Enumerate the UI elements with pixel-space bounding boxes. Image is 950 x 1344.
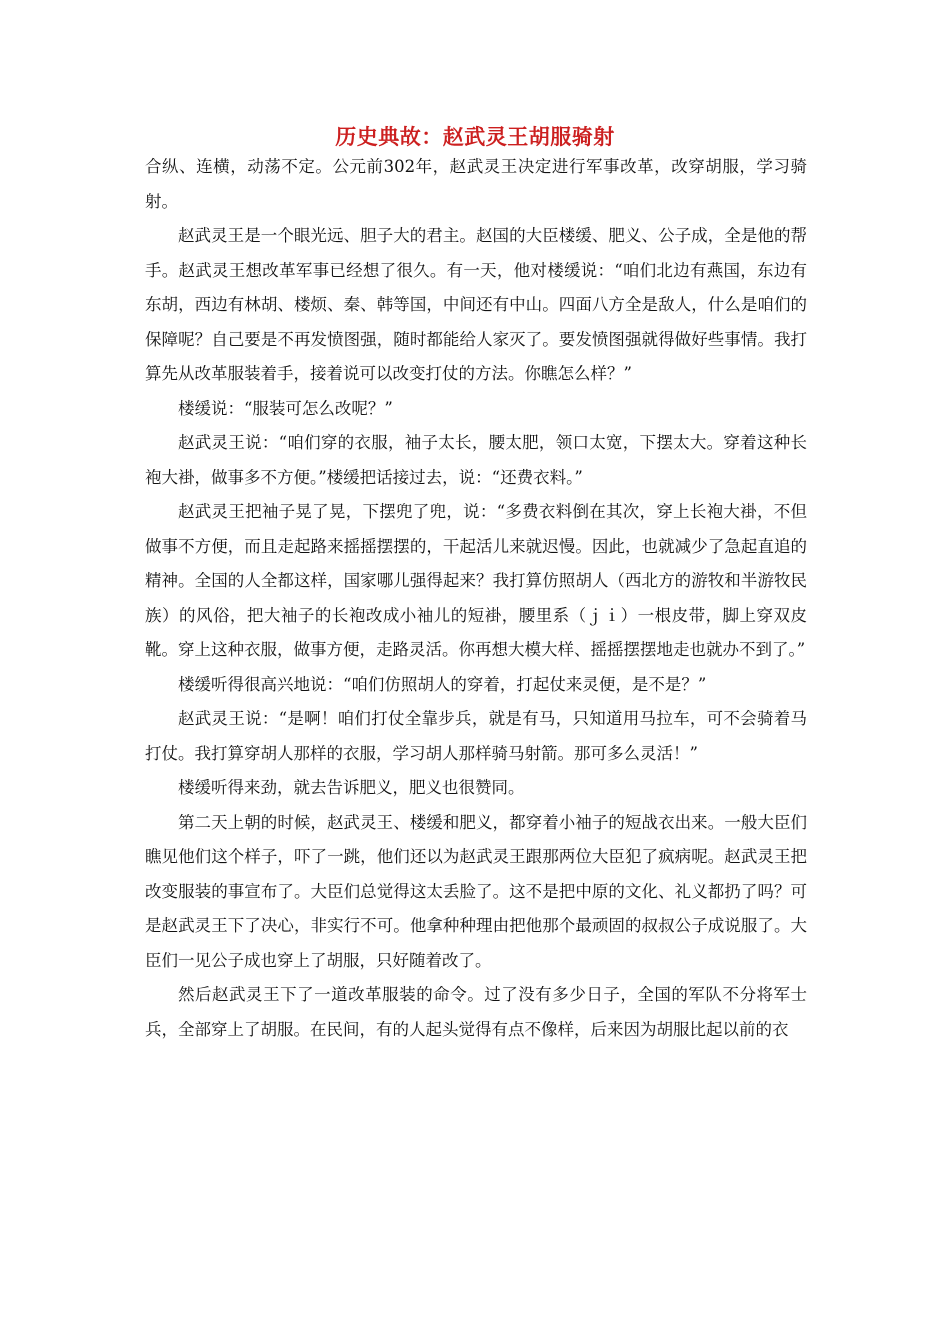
paragraph: 楼缓听得来劲，就去告诉肥义，肥义也很赞同。 xyxy=(178,778,525,797)
paragraph: 楼缓说：“服装可怎么改呢？” xyxy=(178,398,393,418)
paragraph: 楼缓听得很高兴地说：“咱们仿照胡人的穿着，打起仗来灵便，是不是？” xyxy=(178,674,707,694)
paragraph: 赵武灵王说：“是啊！咱们打仗全靠步兵，就是有马，只知道用马拉车，可不会骑着马打仗。我打算穿胡人那样的衣服，学习胡人那样骑马射箭。那可多么灵活！” xyxy=(145,709,807,763)
paragraph: 赵武灵王把袖子晃了晃，下摆兜了兜，说：“多费衣料倒在其次，穿上长袍大褂，不但做事不方便，而且走起路来摇摇摆摆的，干起活儿来就迟慢。因此，也就减少了急起直追的精神。全国的人全都这样，国家哪儿强得起来？我打算仿照胡人（西北方的游牧和半游牧民族）的风俗，把大袖子的长袍改成小袖儿的短褂，腰里系（ｊｉ）一根皮带，脚上穿双皮靴。穿上这种衣服，做事方便，走路灵活。你再想大模大样、摇摇摆摆地走也就办不到了。” xyxy=(145,502,807,659)
paragraph: 赵武灵王说：“咱们穿的衣服，袖子太长，腰太肥，领口太宽，下摆太大。穿着这种长袍大褂，做事多不方便。”楼缓把话接过去，说：“还费衣料。” xyxy=(145,433,807,487)
document-body xyxy=(145,150,807,1047)
paragraph: 第二天上朝的时候，赵武灵王、楼缓和肥义，都穿着小袖子的短战衣出来。一般大臣们瞧见他们这个样子，吓了一跳，他们还以为赵武灵王跟那两位大臣犯了疯病呢。赵武灵王把改变服装的事宣布了。大臣们总觉得这太丢脸了。这不是把中原的文化、礼义都扔了吗？可是赵武灵王下了决心，非实行不可。他拿种种理由把他那个最顽固的叔叔公子成说服了。大臣们一见公子成也穿上了胡服，只好随着改了。 xyxy=(145,812,807,970)
paragraph: 然后赵武灵王下了一道改革服装的命令。过了没有多少日子，全国的军队不分将军士兵，全部穿上了胡服。在民间，有的人起头觉得有点不像样，后来因为胡服比起以前的衣 xyxy=(145,985,807,1039)
document-title: 历史典故：赵武灵王胡服骑射 xyxy=(335,125,615,149)
paragraph: 赵武灵王是一个眼光远、胆子大的君主。赵国的大臣楼缓、肥义、公子成，全是他的帮手。赵武灵王想改革军事已经想了很久。有一天，他对楼缓说：“咱们北边有燕国，东边有东胡，西边有林胡、楼烦、秦、韩等国，中间还有中山。四面八方全是敌人，什么是咱们的保障呢？自己要是不再发愤图强，随时都能给人家灭了。要发愤图强就得做好些事情。我打算先从改革服装着手，接着说可以改变打仗的方法。你瞧怎么样？” xyxy=(145,226,807,383)
paragraph: 合纵、连横，动荡不定。公元前302年，赵武灵王决定进行军事改革，改穿胡服，学习骑射。 xyxy=(145,157,807,211)
